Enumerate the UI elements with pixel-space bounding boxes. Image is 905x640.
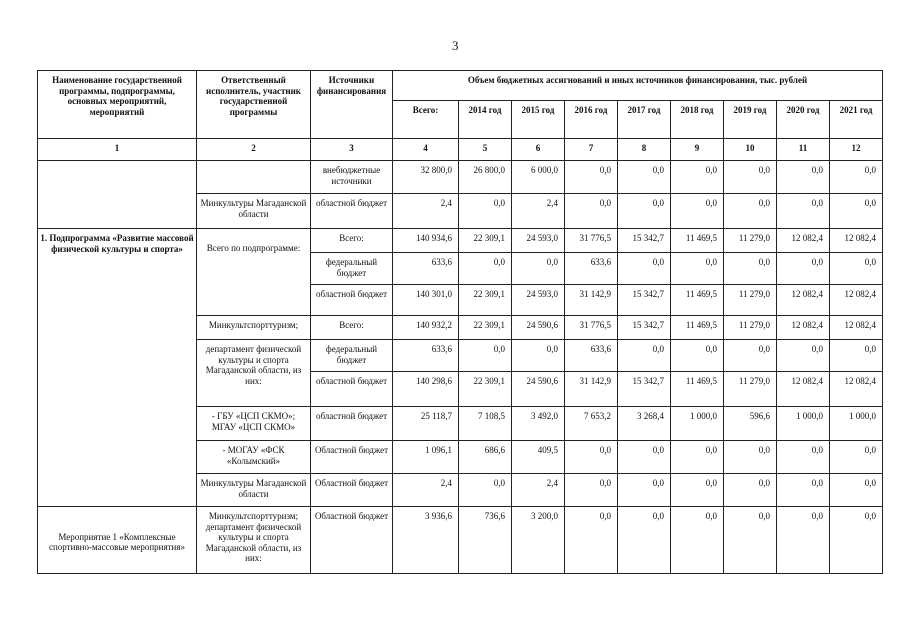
value-cell: 140 298,6: [393, 372, 459, 407]
value-cell: 12 082,4: [830, 229, 883, 253]
col-number: 5: [459, 139, 512, 161]
value-cell: 12 082,4: [777, 285, 830, 316]
value-cell: 0,0: [671, 441, 724, 474]
value-cell: 0,0: [671, 194, 724, 229]
table-row: [38, 507, 883, 574]
value-cell: 15 342,7: [618, 285, 671, 316]
value-cell: 0,0: [777, 194, 830, 229]
value-cell: 11 469,5: [671, 316, 724, 340]
subprogram-name: 1. Подпрограмма «Развитие массовой физической культуры и спорта»: [38, 229, 197, 507]
value-cell: 12 082,4: [777, 229, 830, 253]
value-cell: 0,0: [565, 507, 618, 574]
value-cell: 0,0: [618, 194, 671, 229]
value-cell: 0,0: [512, 253, 565, 285]
value-cell: 31 776,5: [565, 316, 618, 340]
value-cell: 31 142,9: [565, 372, 618, 407]
col-number: 10: [724, 139, 777, 161]
col-number: 11: [777, 139, 830, 161]
value-cell: 12 082,4: [830, 372, 883, 407]
value-cell: 3 200,0: [512, 507, 565, 574]
empty-cell: [38, 161, 197, 229]
source-cell: областной бюджет: [311, 194, 393, 229]
value-cell: 1 000,0: [830, 407, 883, 441]
value-cell: 0,0: [565, 161, 618, 194]
value-cell: 0,0: [671, 253, 724, 285]
col-number: 4: [393, 139, 459, 161]
value-cell: 22 309,1: [459, 316, 512, 340]
value-cell: 633,6: [393, 340, 459, 372]
value-cell: 32 800,0: [393, 161, 459, 194]
value-cell: 0,0: [777, 474, 830, 507]
source-cell: Всего:: [311, 316, 393, 340]
value-cell: 596,6: [724, 407, 777, 441]
value-cell: 0,0: [459, 253, 512, 285]
value-cell: 3 936,6: [393, 507, 459, 574]
value-cell: 25 118,7: [393, 407, 459, 441]
source-cell: федеральный бюджет: [311, 253, 393, 285]
header-col2: Ответственный исполнитель, участник государственной программы: [197, 71, 311, 139]
value-cell: 0,0: [724, 161, 777, 194]
value-cell: 15 342,7: [618, 229, 671, 253]
value-cell: 24 593,0: [512, 229, 565, 253]
value-cell: 1 096,1: [393, 441, 459, 474]
value-cell: 11 279,0: [724, 372, 777, 407]
table-row: [38, 161, 883, 194]
value-cell: 11 279,0: [724, 285, 777, 316]
table-row: [38, 229, 883, 253]
value-cell: 736,6: [459, 507, 512, 574]
value-cell: 0,0: [724, 340, 777, 372]
value-cell: 31 142,9: [565, 285, 618, 316]
value-cell: 6 000,0: [512, 161, 565, 194]
source-cell: федеральный бюджет: [311, 340, 393, 372]
col-number: 12: [830, 139, 883, 161]
value-cell: 7 653,2: [565, 407, 618, 441]
value-cell: 0,0: [777, 507, 830, 574]
header-total: Всего:: [393, 101, 459, 139]
value-cell: 22 309,1: [459, 285, 512, 316]
value-cell: 0,0: [777, 340, 830, 372]
source-cell: областной бюджет: [311, 285, 393, 316]
value-cell: 11 469,5: [671, 229, 724, 253]
value-cell: 12 082,4: [777, 316, 830, 340]
value-cell: 0,0: [830, 441, 883, 474]
value-cell: 0,0: [459, 340, 512, 372]
budget-table: [37, 70, 883, 574]
source-cell: областной бюджет: [311, 372, 393, 407]
executor-cell: Всего по подпрограмме:: [197, 229, 311, 316]
value-cell: 15 342,7: [618, 372, 671, 407]
header-year: 2021 год: [830, 101, 883, 139]
header-year: 2019 год: [724, 101, 777, 139]
value-cell: 0,0: [618, 161, 671, 194]
value-cell: 2,4: [512, 194, 565, 229]
value-cell: 409,5: [512, 441, 565, 474]
source-cell: Всего:: [311, 229, 393, 253]
header-year: 2017 год: [618, 101, 671, 139]
value-cell: 0,0: [724, 253, 777, 285]
executor-cell: Минкультспорттуризм;: [197, 316, 311, 340]
page-number: 3: [452, 38, 459, 53]
source-cell: Областной бюджет: [311, 507, 393, 574]
executor-cell: Минкультуры Магаданской области: [197, 194, 311, 229]
value-cell: 686,6: [459, 441, 512, 474]
value-cell: 11 469,5: [671, 285, 724, 316]
source-cell: областной бюджет: [311, 407, 393, 441]
col-number: 3: [311, 139, 393, 161]
source-cell: Областной бюджет: [311, 441, 393, 474]
value-cell: 15 342,7: [618, 316, 671, 340]
value-cell: 0,0: [724, 441, 777, 474]
value-cell: 24 593,0: [512, 285, 565, 316]
value-cell: 0,0: [830, 194, 883, 229]
header-year: 2015 год: [512, 101, 565, 139]
header-col3: Источники финансирования: [311, 71, 393, 139]
col-number: 6: [512, 139, 565, 161]
value-cell: 0,0: [830, 474, 883, 507]
value-cell: 3 492,0: [512, 407, 565, 441]
value-cell: 12 082,4: [830, 316, 883, 340]
value-cell: 633,6: [393, 253, 459, 285]
value-cell: 0,0: [671, 507, 724, 574]
value-cell: 0,0: [777, 253, 830, 285]
source-cell: внебюджетные источники: [311, 161, 393, 194]
col-number: 1: [38, 139, 197, 161]
value-cell: 11 469,5: [671, 372, 724, 407]
header-year: 2014 год: [459, 101, 512, 139]
value-cell: 633,6: [565, 340, 618, 372]
value-cell: 2,4: [393, 474, 459, 507]
header-col4: Объем бюджетных ассигнований и иных источников финансирования, тыс. рублей: [393, 71, 883, 101]
value-cell: 11 279,0: [724, 316, 777, 340]
value-cell: 22 309,1: [459, 229, 512, 253]
value-cell: 12 082,4: [777, 372, 830, 407]
value-cell: 0,0: [618, 474, 671, 507]
value-cell: 12 082,4: [830, 285, 883, 316]
value-cell: 0,0: [830, 340, 883, 372]
value-cell: 0,0: [724, 474, 777, 507]
value-cell: 1 000,0: [671, 407, 724, 441]
col-number: 8: [618, 139, 671, 161]
value-cell: 0,0: [618, 441, 671, 474]
value-cell: 633,6: [565, 253, 618, 285]
value-cell: 140 301,0: [393, 285, 459, 316]
value-cell: 0,0: [830, 161, 883, 194]
value-cell: 0,0: [618, 340, 671, 372]
value-cell: 0,0: [512, 340, 565, 372]
header-year: 2016 год: [565, 101, 618, 139]
value-cell: 0,0: [830, 253, 883, 285]
value-cell: 140 932,2: [393, 316, 459, 340]
value-cell: 0,0: [565, 474, 618, 507]
header-year: 2020 год: [777, 101, 830, 139]
value-cell: 31 776,5: [565, 229, 618, 253]
value-cell: 0,0: [565, 441, 618, 474]
value-cell: 0,0: [724, 507, 777, 574]
value-cell: 0,0: [671, 340, 724, 372]
executor-cell: Минкультуры Магаданской области: [197, 474, 311, 507]
executor-cell: - ГБУ «ЦСП СКМО»; МГАУ «ЦСП СКМО»: [197, 407, 311, 441]
executor-cell: - МОГАУ «ФСК «Колымский»: [197, 441, 311, 474]
empty-cell: [197, 161, 311, 194]
col-number: 9: [671, 139, 724, 161]
value-cell: 0,0: [565, 194, 618, 229]
value-cell: 0,0: [671, 474, 724, 507]
value-cell: 24 590,6: [512, 316, 565, 340]
value-cell: 0,0: [777, 441, 830, 474]
executor-cell: Минкультспорттуризм; департамент физической культуры и спорта Магаданской области, из них:: [197, 507, 311, 574]
value-cell: 22 309,1: [459, 372, 512, 407]
value-cell: 0,0: [777, 161, 830, 194]
value-cell: 0,0: [618, 253, 671, 285]
value-cell: 2,4: [512, 474, 565, 507]
value-cell: 0,0: [618, 507, 671, 574]
source-cell: Областной бюджет: [311, 474, 393, 507]
col-number: 2: [197, 139, 311, 161]
value-cell: 24 590,6: [512, 372, 565, 407]
value-cell: 7 108,5: [459, 407, 512, 441]
col-number: 7: [565, 139, 618, 161]
activity-name: Мероприятие 1 «Комплексные спортивно-массовые мероприятия»: [38, 507, 197, 574]
value-cell: 0,0: [830, 507, 883, 574]
header-year: 2018 год: [671, 101, 724, 139]
value-cell: 0,0: [671, 161, 724, 194]
value-cell: 2,4: [393, 194, 459, 229]
header-col1: Наименование государственной программы, подпрограммы, основных мероприятий, мероприятий: [38, 71, 197, 139]
value-cell: 3 268,4: [618, 407, 671, 441]
value-cell: 26 800,0: [459, 161, 512, 194]
executor-cell: департамент физической культуры и спорта Магаданской области, из них:: [197, 340, 311, 407]
value-cell: 140 934,6: [393, 229, 459, 253]
value-cell: 0,0: [459, 474, 512, 507]
value-cell: 0,0: [724, 194, 777, 229]
value-cell: 11 279,0: [724, 229, 777, 253]
value-cell: 1 000,0: [777, 407, 830, 441]
value-cell: 0,0: [459, 194, 512, 229]
